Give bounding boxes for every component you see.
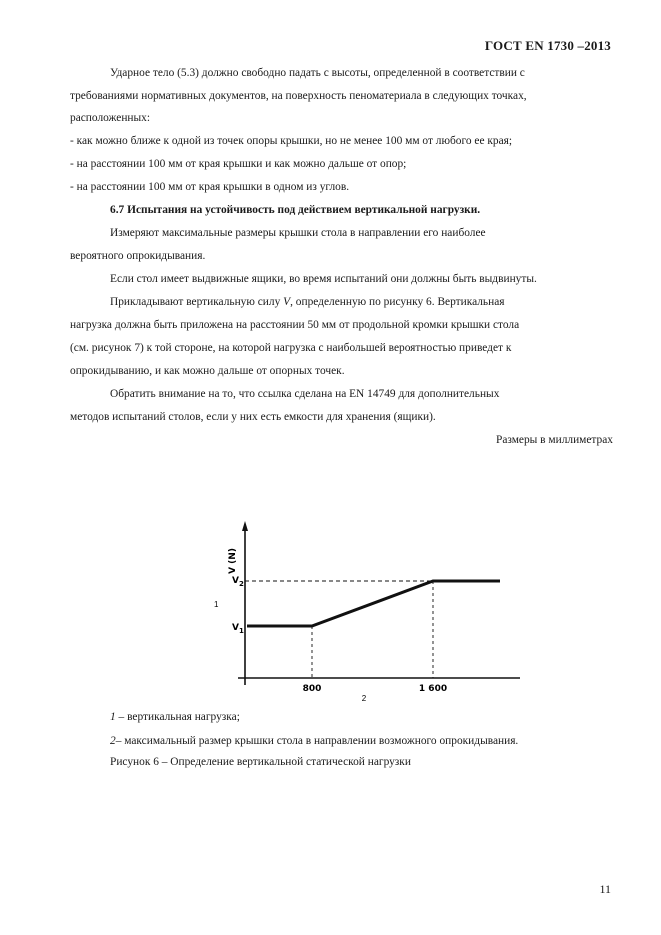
y-tick-v2-main: V [232,576,239,586]
y-tick-v1-sub: 1 [238,627,244,635]
para4-line3: (см. рисунок 7) к той стороне, на которой нагрузка с наибольшей вероятностью приведет к [70,342,512,354]
legend-item-1 [110,710,240,724]
x-tick-800: 800 [302,684,322,694]
para5-line1: Обратить внимание на то, что ссылка сделана на EN 14749 для дополнительных [110,388,500,400]
section-title: 6.7 Испытания на устойчивость под действием вертикальной нагрузки. [110,204,481,216]
page-number: 11 [599,882,611,896]
bullet-2: - на расстоянии 100 мм от края крышки и как можно дальше от опор; [70,158,407,170]
para4-line1 [110,295,505,309]
para5-line2: методов испытаний столов, если у них есть емкости для хранения (ящики). [70,411,436,423]
para3: Если стол имеет выдвижные ящики, во время испытаний они должны быть выдвинуты. [110,273,537,285]
callout-2: 2 [361,694,367,703]
para4-line2: нагрузка должна быть приложена на расстоянии 50 мм от продольной кромки крышки стола [70,319,520,331]
para2-line1: Измеряют максимальные размеры крышки стола в направлении его наиболее [110,227,486,239]
load-curve [247,581,500,626]
y-tick-v2-sub: 2 [238,580,244,588]
para1-line1: Ударное тело (5.3) должно свободно падать с высоты, определенной в соответствии с [110,67,525,79]
para4-text-a: Прикладывают вертикальную силу [110,296,284,308]
legend-2-number: 2 [110,735,116,747]
legend-item-2 [110,734,518,748]
standard-header: ГОСТ EN 1730 –2013 [484,38,611,53]
dimensions-note: Размеры в миллиметрах [495,434,613,446]
force-symbol: V [283,296,291,308]
legend-1-number: 1 [110,711,116,723]
x-tick-1600: 1 600 [418,684,448,694]
para4-text-b: , определенную по рисунку 6. Вертикальная [290,296,505,308]
para1-line2: требованиями нормативных документов, на поверхность пеноматериала в следующих точках, [70,90,527,102]
bullet-1: - как можно ближе к одной из точек опоры крышки, но не менее 100 мм от любого ее края; [70,135,513,147]
figure-caption: Рисунок 6 – Определение вертикальной статической нагрузки [110,756,411,768]
y-axis-label: V (N) [228,548,238,574]
para4-line4: опрокидыванию, и как можно дальше от опорных точек. [70,365,345,377]
y-tick-v1-main: V [232,623,239,633]
bullet-3: - на расстоянии 100 мм от края крышки в одном из углов. [70,181,350,193]
load-chart-svg [200,515,530,710]
y-tick-v2 [232,576,244,588]
figure-6-chart [200,515,530,710]
legend-2-text: – максимальный размер крышки стола в направлении возможного опрокидывания. [115,735,519,747]
y-axis-arrow [242,521,248,531]
callout-1: 1 [214,600,219,609]
legend-1-text: – вертикальная нагрузка; [115,711,240,723]
para1-line3: расположенных: [70,112,151,124]
para2-line2: вероятного опрокидывания. [70,250,206,262]
y-tick-v1 [232,623,244,635]
